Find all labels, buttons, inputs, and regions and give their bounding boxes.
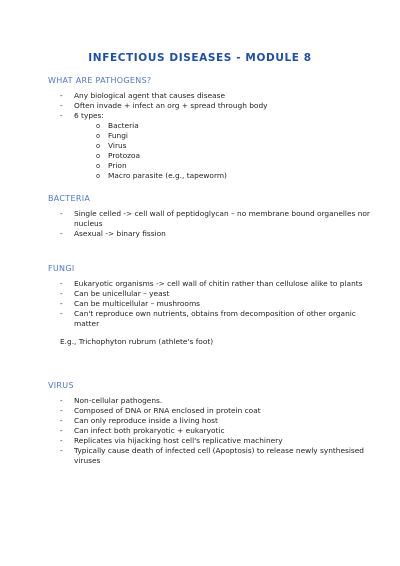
section-virus [48, 381, 378, 466]
list-item: - Non-cellular pathogens. [60, 396, 378, 406]
section-bacteria [48, 194, 378, 239]
bullet-list [48, 396, 378, 466]
section-pathogens [48, 76, 378, 181]
sub-list-item: o Protozoa [96, 151, 378, 161]
list-item: - Eukaryotic organisms -> cell wall of chitin rather than cellulose alike to plants [60, 279, 378, 289]
sub-list-item: o Prion [96, 161, 378, 171]
list-item-text: 6 types: [74, 111, 104, 120]
pathogen-types-list [74, 121, 378, 181]
bullet-list [48, 279, 378, 329]
list-item: - Can be multicellular – mushrooms [60, 299, 378, 309]
page-title: INFECTIOUS DISEASES - MODULE 8 [88, 52, 312, 64]
list-item: - Replicates via hijacking host cell's replicative machinery [60, 436, 378, 446]
bullet-list [48, 209, 378, 239]
section-heading: WHAT ARE PATHOGENS? [48, 76, 152, 85]
list-item: - Can infect both prokaryotic + eukaryotic [60, 426, 378, 436]
list-item: - Composed of DNA or RNA enclosed in protein coat [60, 406, 378, 416]
sub-list-item: o Virus [96, 141, 378, 151]
list-item: - Can't reproduce own nutrients, obtains from decomposition of other organic matter [60, 309, 378, 329]
list-item: - Can be unicellular – yeast [60, 289, 378, 299]
list-item: - Asexual -> binary fission [60, 229, 378, 239]
section-heading: BACTERIA [48, 194, 91, 203]
list-item: - Typically cause death of infected cell (Apoptosis) to release newly synthesised viruses [60, 446, 378, 466]
list-item [60, 111, 378, 181]
sub-list-item: o Bacteria [96, 121, 378, 131]
section-fungi [48, 264, 378, 347]
list-item: - Single celled -> cell wall of peptidoglycan – no membrane bound organelles nor nucleus [60, 209, 378, 229]
sub-list-item: o Macro parasite (e.g., tapeworm) [96, 171, 378, 181]
section-heading: VIRUS [48, 381, 74, 390]
list-item: - Any biological agent that causes disease [60, 91, 378, 101]
list-item: - Can only reproduce inside a living host [60, 416, 378, 426]
bullet-list [48, 91, 378, 181]
list-item: - Often invade + infect an org + spread through body [60, 101, 378, 111]
sub-list-item: o Fungi [96, 131, 378, 141]
section-heading: FUNGI [48, 264, 75, 273]
example-text: E.g., Trichophyton rubrum (athlete's foot) [60, 337, 214, 346]
